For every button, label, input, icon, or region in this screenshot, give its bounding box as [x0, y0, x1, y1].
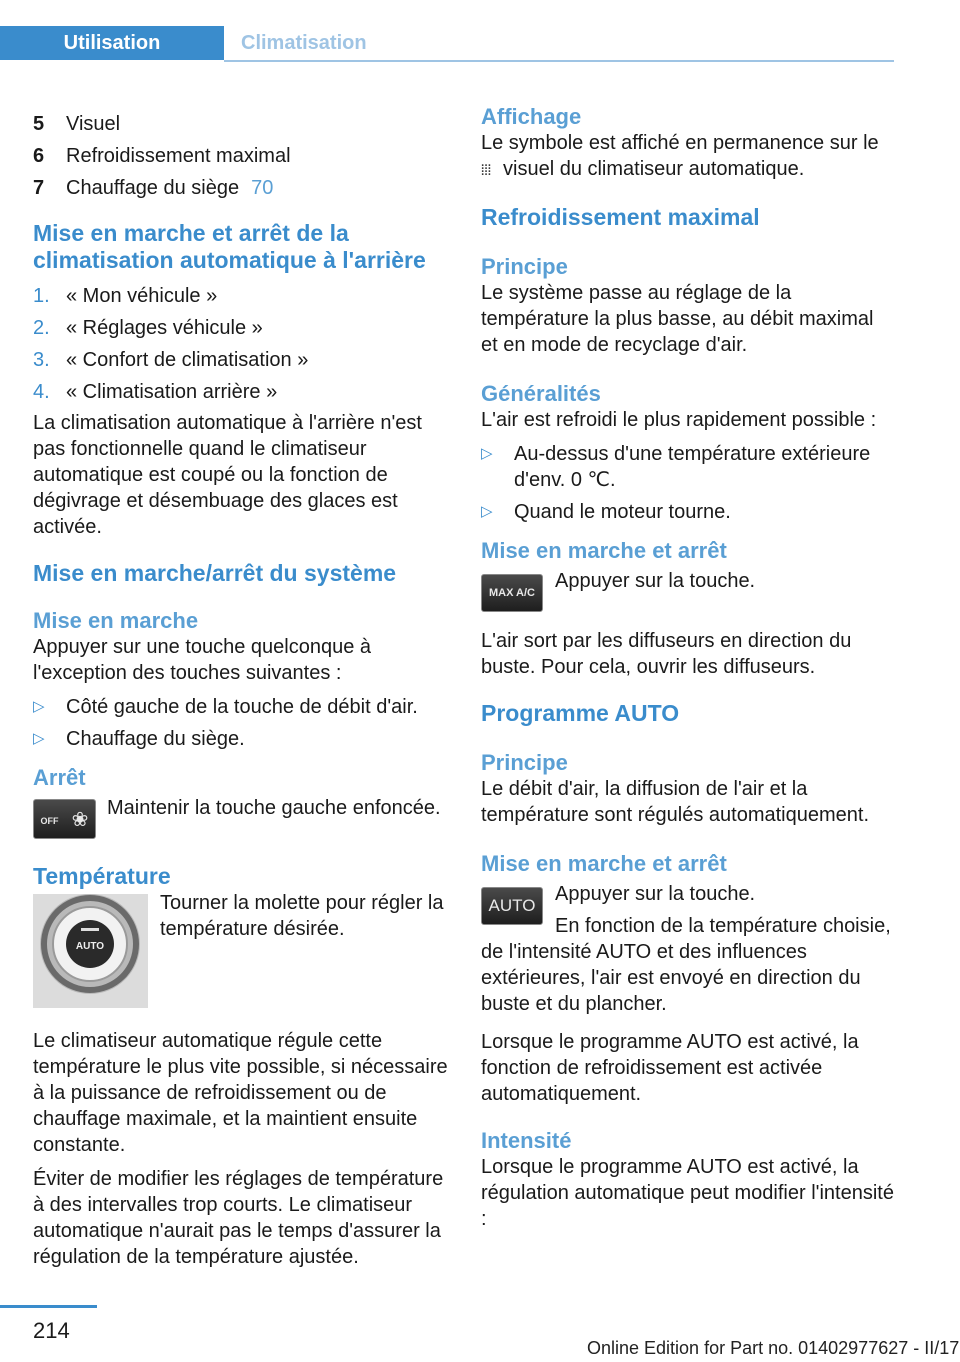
auto-button-image: AUTO	[481, 887, 543, 925]
bullet-item	[33, 726, 448, 752]
heading-rear-climate: Mise en marche et arrêt de la climatisation automatique à l'arrière	[33, 220, 426, 273]
heading-on-off: Mise en marche et arrêt	[481, 538, 727, 563]
legend-item	[33, 172, 448, 204]
step-item	[33, 280, 448, 312]
bullet-triangle-icon: ▷	[33, 698, 45, 715]
page-header	[0, 26, 894, 62]
paragraph-air: L'air sort par les diffuseurs en direction du buste. Pour cela, ouvrir les diffuseurs.	[481, 630, 852, 678]
heading-max-cooling: Refroidissement maximal	[481, 204, 760, 230]
footer-rule	[0, 1305, 97, 1308]
paragraph-principle: Le système passe au réglage de la température la plus basse, au débit maximal et en mode de recyclage d'air.	[481, 282, 874, 356]
heading-display: Affichage	[481, 104, 582, 129]
left-column	[33, 100, 448, 1270]
steps-list	[33, 280, 448, 408]
legend-text: Chauffage du siège	[66, 177, 240, 199]
maxac-block	[481, 568, 894, 624]
step-number: 1.	[33, 285, 50, 307]
heading-temperature: Température	[33, 863, 171, 889]
step-item	[33, 344, 448, 376]
bullet-triangle-icon: ▷	[33, 730, 45, 747]
paragraph-intensity: Lorsque le programme AUTO est activé, la régulation automatique peut modifier l'intensité :	[481, 1156, 894, 1230]
paragraph-temperature-2: Le climatiseur automatique régule cette température le plus vite possible, si nécessaire à la puissance de refroidissement ou de chauffage maximale, et la maintient ensuite constante.	[33, 1030, 448, 1156]
paragraph-auto-3: Lorsque le programme AUTO est activé, la fonction de refroidissement est activée automatiquement.	[481, 1031, 859, 1105]
temperature-block	[33, 890, 448, 1030]
paragraph-temperature: Tourner la molette pour régler la température désirée.	[160, 892, 444, 940]
fan-off-button-image	[33, 799, 96, 839]
legend-number: 7	[33, 177, 45, 199]
paragraph-display-a: Le symbole est affiché en permanence sur le	[481, 132, 879, 154]
step-item	[33, 312, 448, 344]
bullet-text: Chauffage du siège.	[66, 728, 245, 750]
bullet-text: Au-dessus d'une température extérieure d'env. 0 ℃.	[514, 443, 871, 491]
heading-principle-2: Principe	[481, 750, 568, 775]
tab-utilisation[interactable]: Utilisation	[0, 26, 224, 60]
edition-text: Online Edition for Part no. 01402977627 - II/17	[587, 1338, 960, 1358]
bullet-list-general	[481, 441, 894, 525]
legend-number: 6	[33, 145, 45, 167]
legend-list	[33, 108, 448, 204]
step-text: « Climatisation arrière »	[66, 381, 278, 403]
legend-item	[33, 140, 448, 172]
paragraph-rear: La climatisation automatique à l'arrière n'est pas fonctionnelle quand le climatiseur automatique est coupé ou la fonction de dégivrage et désembuage des glaces est activée.	[33, 412, 422, 538]
step-text: « Réglages véhicule »	[66, 317, 263, 339]
legend-text: Refroidissement maximal	[66, 145, 291, 167]
page-reference-link[interactable]: 70	[251, 177, 274, 199]
step-number: 2.	[33, 317, 50, 339]
bullet-triangle-icon: ▷	[481, 445, 493, 462]
heading-general: Généralités	[481, 381, 601, 406]
bullet-item	[33, 694, 448, 720]
paragraph-auto-2-rest: de l'intensité AUTO et des influences extérieures, l'air est envoyé en direction du buste et du plancher.	[481, 941, 861, 1015]
heading-on-off-2: Mise en marche et arrêt	[481, 851, 727, 876]
step-number: 4.	[33, 381, 50, 403]
switch-off-block	[33, 795, 448, 851]
step-text: « Confort de climatisation »	[66, 349, 309, 371]
heading-switch-off: Arrêt	[33, 765, 86, 790]
heading-switch-on: Mise en marche	[33, 608, 199, 633]
step-item	[33, 376, 448, 408]
legend-number: 5	[33, 113, 45, 135]
legend-item	[33, 108, 448, 140]
paragraph-display-line	[481, 156, 894, 184]
paragraph-auto-2-first: En fonction de la température choisie,	[555, 915, 891, 937]
fan-icon: ❀	[71, 809, 89, 831]
bullet-triangle-icon: ▷	[481, 503, 493, 520]
heading-intensity: Intensité	[481, 1128, 572, 1153]
bullet-item	[481, 441, 894, 493]
paragraph-press-2: Appuyer sur la touche.	[555, 883, 756, 905]
heading-principle: Principe	[481, 254, 568, 279]
bullet-text: Quand le moteur tourne.	[514, 501, 731, 523]
paragraph-general: L'air est refroidi le plus rapidement possible :	[481, 409, 877, 431]
heading-system: Mise en marche/arrêt du système	[33, 560, 397, 586]
right-column	[481, 100, 894, 1232]
paragraph-press: Appuyer sur la touche.	[555, 570, 756, 592]
step-number: 3.	[33, 349, 50, 371]
paragraph-temperature-3: Éviter de modifier les réglages de température à des intervalles trop courts. Le climatiseur automatique n'aurait pas le temps d'assurer la régulation de la température ajustée.	[33, 1168, 444, 1268]
bullet-text: Côté gauche de la touche de débit d'air.	[66, 696, 418, 718]
step-text: « Mon véhicule »	[66, 285, 218, 307]
heading-auto-program: Programme AUTO	[481, 700, 680, 726]
off-button-label: OFF	[40, 816, 59, 826]
paragraph-auto: Le débit d'air, la diffusion de l'air et la température sont régulés automatiquement.	[481, 778, 869, 826]
tab-climatisation[interactable]: Climatisation	[241, 32, 367, 54]
auto-block	[481, 881, 894, 939]
legend-text: Visuel	[66, 113, 121, 135]
header-rule	[224, 60, 894, 62]
bullet-item	[481, 499, 894, 525]
paragraph-display-b: visuel du climatiseur automatique.	[503, 158, 805, 180]
max-cooling-symbol-icon: ⦙⦙⦙	[481, 162, 492, 179]
max-ac-button-image: MAX A/C	[481, 574, 543, 612]
knob-label: AUTO	[75, 941, 105, 952]
paragraph-switch-on: Appuyer sur une touche quelconque à l'exception des touches suivantes :	[33, 636, 372, 684]
temperature-knob-image	[33, 894, 148, 1008]
bullet-list-on	[33, 694, 448, 752]
page-number: 214	[33, 1318, 70, 1343]
paragraph-switch-off: Maintenir la touche gauche enfoncée.	[107, 797, 441, 819]
